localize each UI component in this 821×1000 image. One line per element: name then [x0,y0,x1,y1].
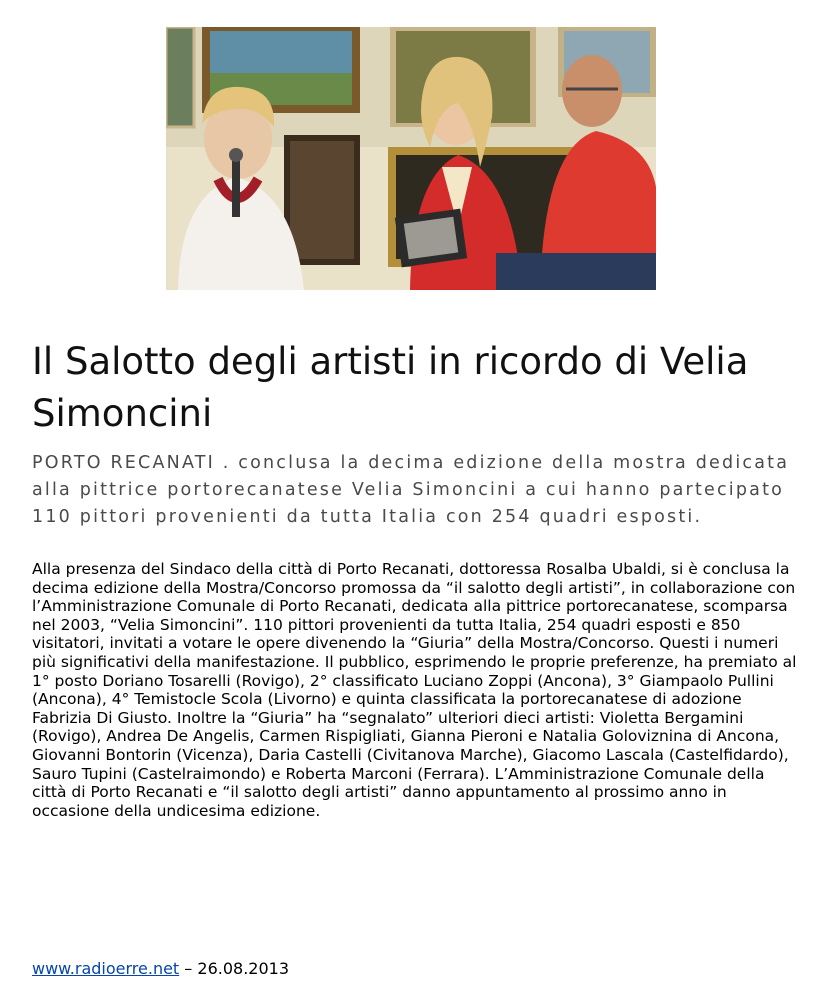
publication-date: – 26.08.2013 [184,959,289,978]
article-footer [32,958,632,980]
article-photo [166,27,656,290]
article-title: Il Salotto degli artisti in ricordo di Velia Simoncini [32,340,749,435]
source-link[interactable]: www.radioerre.net [32,959,180,978]
article-body: Alla presenza del Sindaco della città di Porto Recanati, dottoressa Rosalba Ubaldi, si è conclusa la decima edizione della Mostra/Concorso promossa da “il salotto degli artisti”, in collaborazione con l’Amministrazione Comunale di Porto Recanati, dedicata alla pittrice portorecanatese, scomparsa nel 2003, “Velia Simoncini”. 110 pittori provenienti da tutta Italia, 254 quadri esposti e 850 visitatori, invitati a votare le opere divenendo la “Giuria” della Mostra/Concorso. Questi i numeri più significativi della manifestazione. Il pubblico, esprimendo le proprie preferenze, ha premiato al 1° posto Doriano Tosarelli (Rovigo), 2° classificato Luciano Zoppi (Ancona), 3° Giampaolo Pullini (Ancona), 4° Temistocle Scola (Livorno) e quinta classificata la portorecanatese di adozione Fabrizia Di Giusto. Inoltre la “Giuria” ha “segnalato” ulteriori dieci artisti: Violetta Bergamini (Rovigo), Andrea De Angelis, Carmen Rispigliati, Gianna Pieroni e Natalia Goloviznina di Ancona, Giovanni Bontorin (Vicenza), Daria Castelli (Civitanova Marche), Giacomo Lascala (Castelfidardo), Sauro Tupini (Castelraimondo) e Roberta Marconi (Ferrara). L’Amministrazione Comunale della città di Porto Recanati e “il salotto degli artisti” danno appuntamento al prossimo anno in occasione della undicesima edizione. [32,560,797,820]
article-lead: PORTO RECANATI . conclusa la decima edizione della mostra dedicata alla pittrice portorecanatese Velia Simoncini a cui hanno partecipato 110 pittori provenienti da tutta Italia con 254 quadri esposti. [32,453,790,527]
